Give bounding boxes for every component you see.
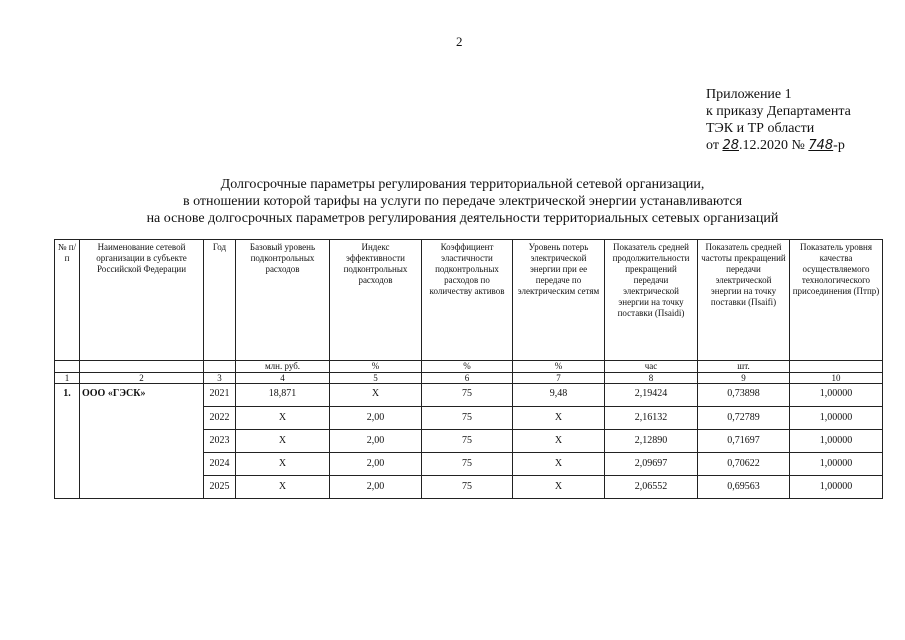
page-number: 2 xyxy=(456,34,463,49)
table-cell: X xyxy=(236,430,330,453)
handwritten-day: 28 xyxy=(722,138,739,153)
unit-cell: млн. руб. xyxy=(236,361,330,373)
column-number: 8 xyxy=(605,373,698,384)
order-suffix: -р xyxy=(833,138,845,153)
unit-cell: шт. xyxy=(698,361,790,373)
unit-cell: % xyxy=(422,361,513,373)
title-line-2: в отношении которой тарифы на услуги по передаче электрической энергии устанавливаются xyxy=(182,194,743,209)
table-cell: X xyxy=(513,430,605,453)
header-cell: Год xyxy=(204,240,236,361)
table-cell: 75 xyxy=(422,453,513,476)
document-title xyxy=(60,176,865,227)
header-cell: Показатель средней частоты прекращений передачи электрической энергии на точку поставки (Пsaifi) xyxy=(698,240,790,361)
column-number: 4 xyxy=(236,373,330,384)
header-cell: Наименование сетевой организации в субъекте Российской Федерации xyxy=(80,240,204,361)
parameters-table xyxy=(54,239,883,499)
table-cell: X xyxy=(513,407,605,430)
appendix-line-1: Приложение 1 xyxy=(706,87,792,102)
year-cell: 2021 xyxy=(204,384,236,407)
column-number-row xyxy=(55,373,883,384)
title-line-1: Долгосрочные параметры регулирования территориальной сетевой организации, xyxy=(220,177,705,192)
year-cell: 2023 xyxy=(204,430,236,453)
column-number: 1 xyxy=(55,373,80,384)
unit-cell xyxy=(204,361,236,373)
org-name: ООО «ГЭСК» xyxy=(80,384,204,499)
table-cell: 0,73898 xyxy=(698,384,790,407)
year-cell: 2022 xyxy=(204,407,236,430)
table-cell: 2,00 xyxy=(330,453,422,476)
table-cell: 2,19424 xyxy=(605,384,698,407)
table-cell: 2,12890 xyxy=(605,430,698,453)
table-cell: 75 xyxy=(422,476,513,499)
header-cell: Коэффициент эластичности подконтрольных расходов по количеству активов xyxy=(422,240,513,361)
column-number: 6 xyxy=(422,373,513,384)
column-number: 7 xyxy=(513,373,605,384)
table-cell: 0,69563 xyxy=(698,476,790,499)
table-cell: 1,00000 xyxy=(790,384,883,407)
table-cell: X xyxy=(236,407,330,430)
unit-cell xyxy=(80,361,204,373)
table-cell: 0,71697 xyxy=(698,430,790,453)
org-number: 1. xyxy=(55,384,80,499)
column-number: 10 xyxy=(790,373,883,384)
date-prefix: от xyxy=(706,138,719,153)
unit-cell: % xyxy=(513,361,605,373)
appendix-block xyxy=(706,86,851,154)
table-cell: 2,16132 xyxy=(605,407,698,430)
unit-cell xyxy=(55,361,80,373)
table-cell: 2,00 xyxy=(330,476,422,499)
table-cell: 75 xyxy=(422,430,513,453)
table-cell: X xyxy=(513,453,605,476)
header-cell: Показатель уровня качества осуществляемого технологического присоединения (Птпр) xyxy=(790,240,883,361)
table-cell: 0,70622 xyxy=(698,453,790,476)
table-cell: X xyxy=(236,476,330,499)
column-number: 3 xyxy=(204,373,236,384)
table-cell: 1,00000 xyxy=(790,407,883,430)
unit-cell xyxy=(790,361,883,373)
table-cell: 9,48 xyxy=(513,384,605,407)
table-cell: 75 xyxy=(422,384,513,407)
header-cell: № п/п xyxy=(55,240,80,361)
header-cell: Индекс эффективности подконтрольных расходов xyxy=(330,240,422,361)
table-cell: 1,00000 xyxy=(790,453,883,476)
unit-cell: час xyxy=(605,361,698,373)
column-number: 9 xyxy=(698,373,790,384)
table-cell: 2,06552 xyxy=(605,476,698,499)
table-cell: 1,00000 xyxy=(790,430,883,453)
header-cell: Уровень потерь электрической энергии при ее передаче по электрическим сетям xyxy=(513,240,605,361)
table-cell: 75 xyxy=(422,407,513,430)
header-cell: Показатель средней продолжительности прекращений передачи электрической энергии на точку поставки (Пsaidi) xyxy=(605,240,698,361)
table-cell: 2,00 xyxy=(330,407,422,430)
year-cell: 2024 xyxy=(204,453,236,476)
table-cell: X xyxy=(236,453,330,476)
units-row xyxy=(55,361,883,373)
handwritten-order-number: 748 xyxy=(808,138,834,153)
appendix-date-line xyxy=(706,137,851,154)
table-cell: 2,09697 xyxy=(605,453,698,476)
unit-cell: % xyxy=(330,361,422,373)
header-cell: Базовый уровень подконтрольных расходов xyxy=(236,240,330,361)
table-row xyxy=(55,384,883,407)
header-row xyxy=(55,240,883,361)
table-cell: 1,00000 xyxy=(790,476,883,499)
table-cell: 0,72789 xyxy=(698,407,790,430)
column-number: 2 xyxy=(80,373,204,384)
title-line-3: на основе долгосрочных параметров регулирования деятельности территориальных сетевых организаций xyxy=(146,211,779,226)
column-number: 5 xyxy=(330,373,422,384)
table-cell: 2,00 xyxy=(330,430,422,453)
date-rest: .12.2020 № xyxy=(738,138,805,153)
appendix-line-2: к приказу Департамента xyxy=(706,104,851,119)
year-cell: 2025 xyxy=(204,476,236,499)
table-cell: X xyxy=(330,384,422,407)
table-cell: X xyxy=(513,476,605,499)
table-cell: 18,871 xyxy=(236,384,330,407)
appendix-line-3: ТЭК и ТР области xyxy=(706,121,815,136)
